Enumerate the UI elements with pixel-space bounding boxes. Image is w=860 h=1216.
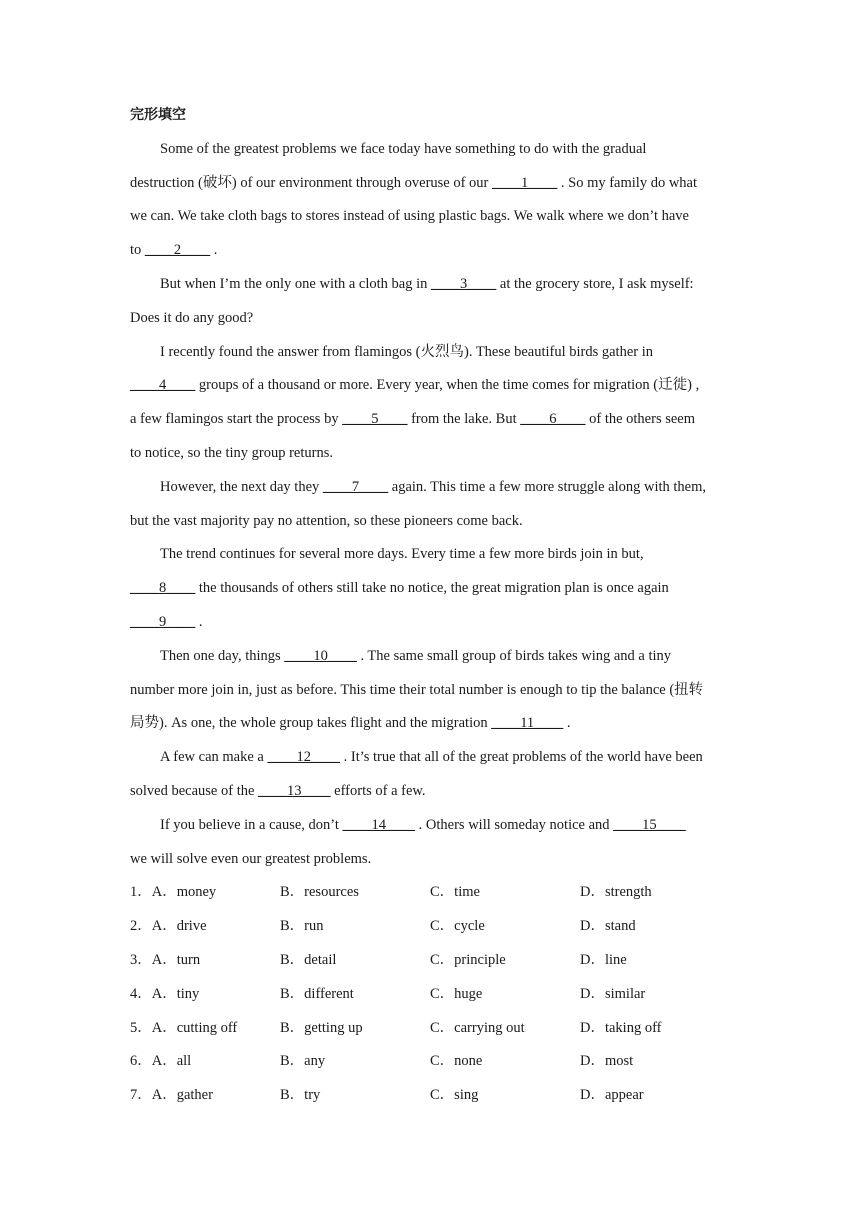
blank-answer-slot: ____5____: [342, 411, 408, 428]
blank-answer-slot: ____6____: [520, 411, 586, 428]
option-choice-b: B．any: [280, 1053, 326, 1070]
passage-text-segment: . Others will someday notice and: [415, 816, 614, 833]
option-choice-c: C．sing: [430, 1087, 479, 1104]
blank-answer-slot: ____1____: [492, 174, 558, 191]
passage-line: [130, 809, 740, 843]
option-choice-b: B．detail: [280, 951, 337, 968]
question-number: 6．: [130, 1053, 152, 1070]
passage-line: [130, 133, 740, 167]
choice-text: A．drive: [151, 918, 207, 935]
passage-text-segment: to notice, so the tiny group returns.: [130, 444, 333, 461]
blank-answer-slot: ____8____: [130, 580, 196, 597]
passage-text-segment: groups of a thousand or more. Every year, when the time comes for migration (迁徙) ,: [195, 377, 700, 394]
option-choice-c: C．cycle: [430, 918, 485, 935]
passage-text-segment: again. This time a few more struggle along with them,: [388, 478, 707, 495]
passage-text-segment: 局势). As one, the whole group takes flight and the migration: [130, 715, 492, 732]
passage-line: [130, 336, 740, 370]
passage-text-segment: we can. We take cloth bags to stores instead of using plastic bags. We walk where we don’t have: [130, 208, 689, 225]
passage-line: [130, 234, 740, 268]
option-row: [130, 944, 740, 978]
passage-text-segment: . So my family do what: [557, 174, 698, 191]
passage-text-segment: number more join in, just as before. This time their total number is enough to tip the balance (扭转: [130, 681, 704, 698]
passage-text-segment: the thousands of others still take no notice, the great migration plan is once again: [195, 580, 669, 597]
option-choice-d: D．taking off: [580, 1019, 662, 1036]
choice-text: A．turn: [151, 951, 201, 968]
passage-line: [130, 606, 740, 640]
choice-text: A．tiny: [151, 985, 200, 1002]
passage-text-segment: Then one day, things: [160, 647, 285, 664]
option-row: [130, 1012, 740, 1046]
passage-text-segment: But when I’m the only one with a cloth bag in: [160, 275, 432, 292]
blank-answer-slot: ____13____: [258, 782, 331, 799]
option-choice-c: C．time: [430, 884, 480, 901]
option-choice-d: D．similar: [580, 985, 646, 1002]
blank-answer-slot: ____12____: [267, 749, 340, 766]
passage-text-segment: A few can make a: [160, 749, 268, 766]
passage-text-segment: efforts of a few.: [330, 782, 426, 799]
passage-text-segment: .: [195, 613, 203, 630]
passage-line: [130, 640, 740, 674]
passage-text-segment: to: [130, 242, 145, 259]
passage-text-segment: . The same small group of birds takes wing and a tiny: [356, 647, 672, 664]
option-choice-c: C．principle: [430, 951, 506, 968]
option-choice-b: B．run: [280, 918, 324, 935]
passage-text-segment: we will solve even our greatest problems.: [130, 850, 372, 867]
option-choice-d: D．line: [580, 951, 627, 968]
choice-text: A．cutting off: [151, 1019, 238, 1036]
passage-text-segment: from the lake. But: [407, 411, 521, 428]
option-choice-a: [130, 944, 280, 978]
passage-text-segment: Some of the greatest problems we face today have something to do with the gradual: [160, 140, 647, 157]
passage-text-segment: solved because of the: [130, 782, 259, 799]
passage-text-segment: but the vast majority pay no attention, so these pioneers come back.: [130, 512, 523, 529]
option-choice-a: [130, 1012, 280, 1046]
page-content: [130, 99, 740, 1113]
option-choice-c: C．carrying out: [430, 1019, 525, 1036]
passage-line: [130, 741, 740, 775]
blank-answer-slot: ____9____: [130, 613, 196, 630]
passage-text-segment: at the grocery store, I ask myself:: [496, 275, 694, 292]
question-number: 4．: [130, 985, 152, 1002]
option-row: [130, 1079, 740, 1113]
passage-text: [130, 133, 740, 877]
passage-line: [130, 403, 740, 437]
option-row: [130, 910, 740, 944]
blank-answer-slot: ____15____: [613, 816, 686, 833]
passage-line: [130, 471, 740, 505]
passage-line: [130, 843, 740, 877]
choice-text: A．all: [151, 1053, 192, 1070]
passage-text-segment: . It’s true that all of the great problems of the world have been: [340, 749, 703, 766]
options-list: [130, 876, 740, 1113]
option-choice-d: D．strength: [580, 884, 652, 901]
passage-text-segment: If you believe in a cause, don’t: [160, 816, 343, 833]
passage-line: [130, 707, 740, 741]
question-number: 2．: [130, 918, 152, 935]
blank-answer-slot: ____4____: [130, 377, 196, 394]
passage-line: [130, 437, 740, 471]
option-choice-b: B．try: [280, 1087, 321, 1104]
passage-line: [130, 302, 740, 336]
option-choice-a: [130, 910, 280, 944]
blank-answer-slot: ____10____: [284, 647, 357, 664]
passage-text-segment: I recently found the answer from flamingos (火烈鸟). These beautiful birds gather in: [160, 343, 653, 360]
option-row: [130, 1045, 740, 1079]
option-choice-b: B．different: [280, 985, 354, 1002]
blank-answer-slot: ____7____: [322, 478, 389, 495]
option-choice-c: C．none: [430, 1053, 483, 1070]
option-row: [130, 876, 740, 910]
passage-line: [130, 538, 740, 572]
question-number: 3．: [130, 951, 152, 968]
passage-line: [130, 167, 740, 201]
section-title: 完形填空: [130, 107, 186, 123]
blank-answer-slot: ____3____: [431, 275, 497, 292]
option-choice-a: [130, 1079, 280, 1113]
blank-answer-slot: ____2____: [144, 242, 211, 259]
passage-line: [130, 775, 740, 809]
blank-answer-slot: ____11____: [491, 715, 564, 732]
option-choice-a: [130, 876, 280, 910]
passage-text-segment: The trend continues for several more days. Every time a few more birds join in but,: [160, 546, 644, 563]
option-choice-a: [130, 978, 280, 1012]
option-choice-b: B．resources: [280, 884, 359, 901]
passage-line: [130, 674, 740, 708]
question-number: 7．: [130, 1087, 152, 1104]
passage-line: [130, 268, 740, 302]
passage-text-segment: .: [210, 242, 218, 259]
passage-line: [130, 369, 740, 403]
passage-text-segment: destruction (破坏) of our environment through overuse of our: [130, 174, 493, 191]
passage-text-segment: However, the next day they: [160, 478, 323, 495]
passage-line: [130, 572, 740, 606]
option-choice-d: D．most: [580, 1053, 634, 1070]
passage-line: [130, 505, 740, 539]
passage-text-segment: Does it do any good?: [130, 309, 254, 326]
option-choice-d: D．appear: [580, 1087, 644, 1104]
passage-text-segment: of the others seem: [585, 411, 696, 428]
choice-text: A．gather: [151, 1087, 213, 1104]
option-choice-b: B．getting up: [280, 1019, 363, 1036]
option-choice-a: [130, 1045, 280, 1079]
option-row: [130, 978, 740, 1012]
question-number: 5．: [130, 1019, 152, 1036]
passage-text-segment: a few flamingos start the process by: [130, 411, 343, 428]
option-choice-c: C．huge: [430, 985, 483, 1002]
passage-text-segment: .: [563, 715, 571, 732]
choice-text: A．money: [151, 884, 217, 901]
option-choice-d: D．stand: [580, 918, 636, 935]
question-number: 1．: [130, 884, 152, 901]
passage-line: [130, 200, 740, 234]
blank-answer-slot: ____14____: [342, 816, 416, 833]
